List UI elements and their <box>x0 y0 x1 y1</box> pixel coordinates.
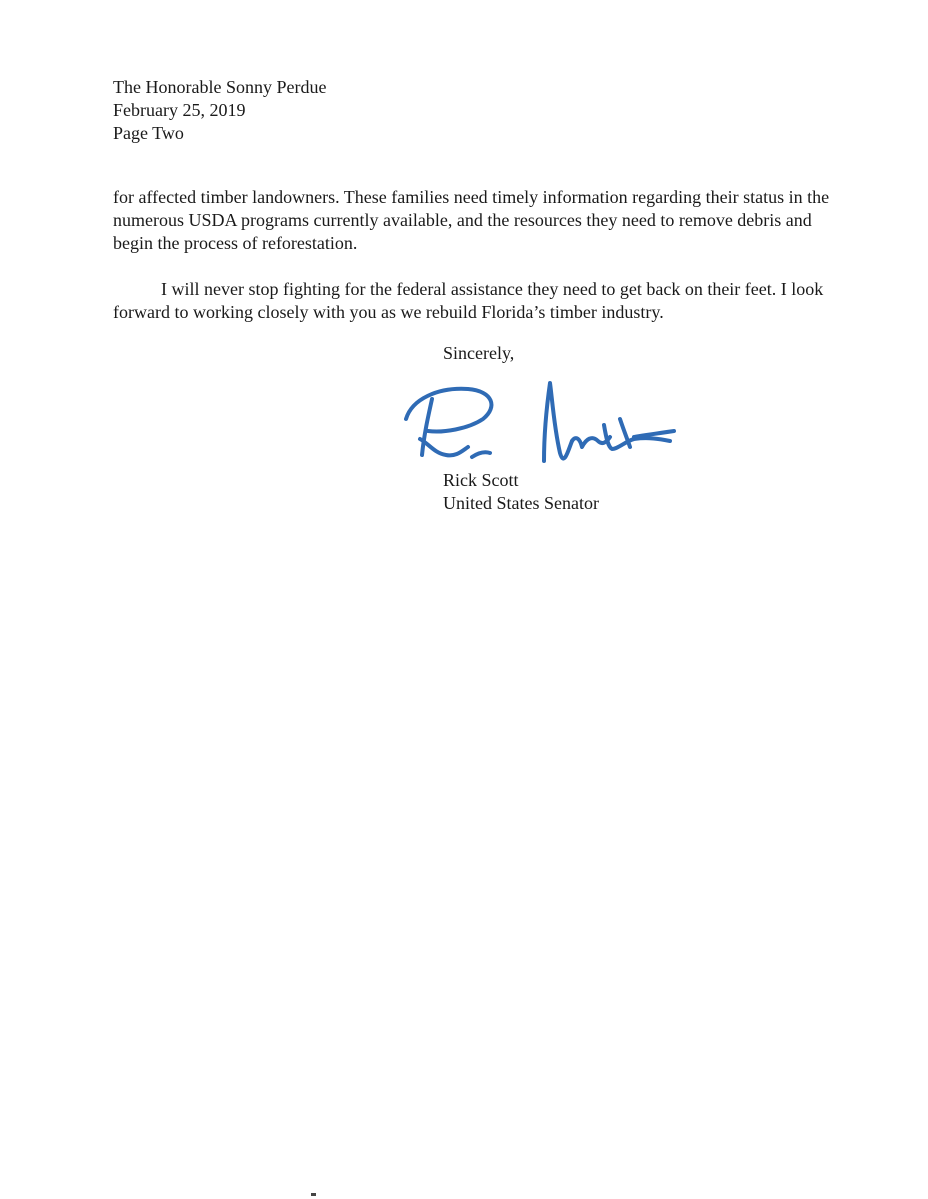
body-paragraph-1: for affected timber landowners. These families need timely information regarding their status in the numerous USDA programs currently available, and the resources they need to remove debris and begin the process of reforestation. <box>113 187 830 253</box>
signer-block <box>443 469 599 515</box>
signature-stroke <box>406 389 491 432</box>
letter-header <box>113 76 326 145</box>
date-line: February 25, 2019 <box>113 100 246 120</box>
body-paragraph-2: I will never stop fighting for the federal assistance they need to get back on their feet. I look forward to working closely with you as we rebuild Florida’s timber industry. <box>113 279 824 322</box>
page-number-line: Page Two <box>113 123 184 143</box>
recipient-line: The Honorable Sonny Perdue <box>113 77 327 97</box>
signature-stroke <box>420 439 468 455</box>
signer-title: United States Senator <box>443 493 599 513</box>
handwritten-signature <box>398 377 684 471</box>
scan-speck <box>311 1193 316 1196</box>
signer-name: Rick Scott <box>443 470 519 490</box>
signature-stroke <box>472 452 490 457</box>
letter-body <box>113 186 833 347</box>
signature-stroke <box>544 383 572 461</box>
closing-salutation: Sincerely, <box>443 343 515 363</box>
signature-stroke <box>572 437 610 447</box>
signature-stroke <box>634 431 674 437</box>
